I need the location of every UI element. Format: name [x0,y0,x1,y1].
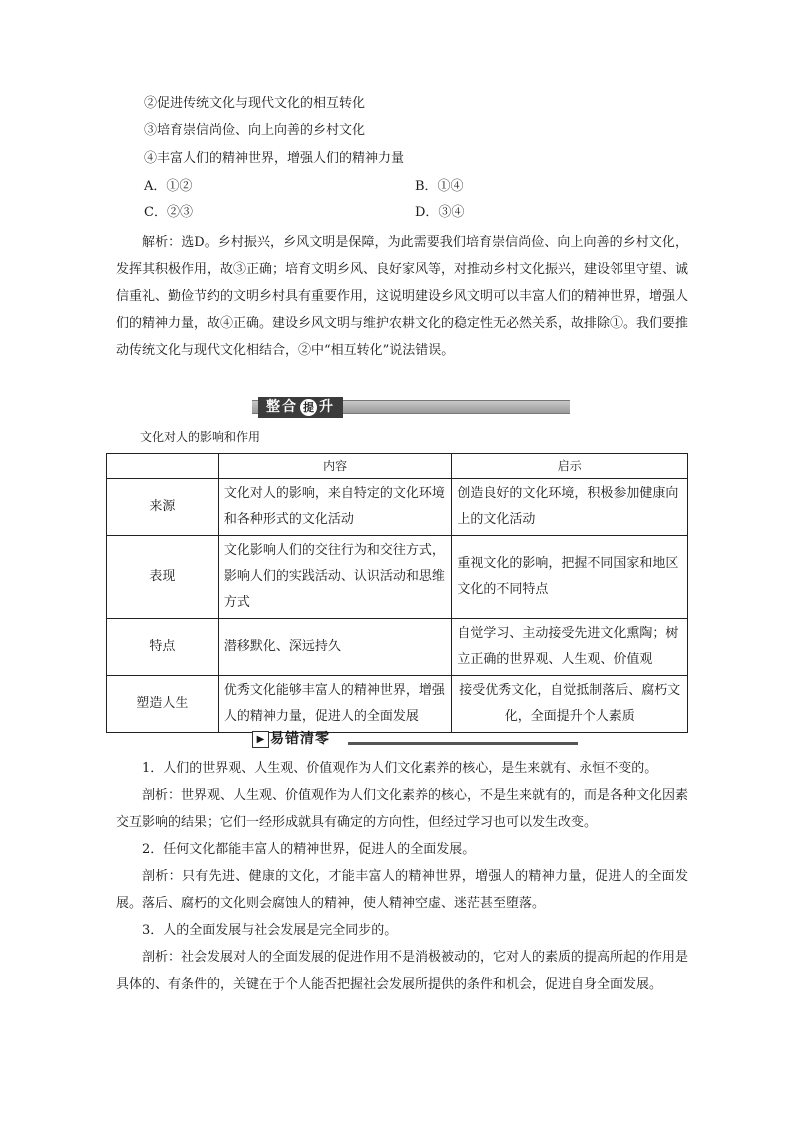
row-insight: 自觉学习、主动接受先进文化熏陶；树立正确的世界观、人生观、价值观 [452,619,688,676]
row-content: 文化对人的影响，来自特定的文化环境和各种形式的文化活动 [218,479,452,536]
error-statement-2: 2．任何文化都能丰富人的精神世界，促进人的全面发展。 [142,842,476,857]
banner-text-part1: 整合 [266,399,298,415]
option-item-3: ③培育崇信尚俭、向上向善的乡村文化 [144,123,366,138]
row-label: 特点 [107,619,219,676]
row-label: 塑造人生 [107,676,219,733]
row-label: 表现 [107,536,219,619]
error-explanation-1: 剖析：世界观、人生观、价值观作为人们文化素养的核心，不是生来就有的，而是各种文化因素交互影响的结果；它们一经形成就具有确定的方向性，但经过学习也可以发生改变。 [116,788,689,830]
choice-a: A．①② [144,179,193,194]
section-banner [252,397,570,418]
table-header-cell: 内容 [218,454,452,479]
error-explanation-3: 剖析：社会发展对人的全面发展的促进作用不是消极被动的，它对人的素质的提高所起的作用是具体的、有条件的，关键在于个人能否把握社会发展所提供的条件和机会，促进自身全面发展。 [116,950,689,992]
row-content: 优秀文化能够丰富人的精神世界，增强人的精神力量，促进人的全面发展 [218,676,452,733]
choice-c: C．②③ [144,205,193,220]
table-title: 文化对人的影响和作用 [140,430,261,444]
choice-b: B．①④ [415,179,464,194]
row-content: 文化影响人们的交往行为和交往方式，影响人们的实践活动、认识活动和思维方式 [218,536,452,619]
analysis-paragraph: 解析：选D。乡村振兴，乡风文明是保障，为此需要我们培育崇信尚俭、向上向善的乡村文化，发挥其积极作用，故③正确；培育文明乡风、良好家风等，对推动乡村文化振兴，建设邻里守望、诚信重礼、勤俭节约的文明乡村具有重要作用，这说明建设乡风文明可以丰富人们的精神世界，增强人们的精神力量，故④正确。建设乡风文明与维护农耕文化的稳定性无必然关系，故排除①。我们要推动传统文化与现代文化相结合，②中“相互转化”说法错误。 [116,235,689,358]
error-statement-3: 3．人的全面发展与社会发展是完全同步的。 [142,923,398,938]
row-insight: 创造良好的文化环境，积极参加健康向上的文化活动 [452,479,688,536]
table-row [107,536,688,619]
row-insight: 接受优秀文化，自觉抵制落后、腐朽文化，全面提升个人素质 [452,676,688,733]
option-item-2: ②促进传统文化与现代文化的相互转化 [144,96,366,111]
banner-label [258,397,343,418]
table-header-row [107,454,688,479]
error-statement-1: 1．人们的世界观、人生观、价值观作为人们文化素养的核心，是生来就有、永恒不变的。 [142,761,658,776]
banner-text-part2: 升 [319,399,335,415]
row-insight: 重视文化的影响，把握不同国家和地区文化的不同特点 [452,536,688,619]
error-explanation-2: 剖析：只有先进、健康的文化，才能丰富人的精神世界，增强人的精神力量，促进人的全面发展。落后、腐朽的文化则会腐蚀人的精神，使人精神空虚、迷茫甚至堕落。 [116,869,688,911]
choice-d: D．③④ [415,205,465,220]
table-row [107,479,688,536]
arrow-box-icon: ▶ [252,731,269,748]
row-label: 来源 [107,479,219,536]
summary-table [106,453,688,733]
row-content: 潜移默化、深远持久 [218,619,452,676]
errors-heading-bar [252,731,578,748]
banner-circle-char: 提 [300,399,317,416]
table-row [107,676,688,733]
heading-rule [348,742,578,745]
errors-heading: 易错清零 [270,731,330,747]
table-row [107,619,688,676]
option-item-4: ④丰富人们的精神世界，增强人们的精神力量 [144,151,405,166]
table-header-cell: 启示 [452,454,688,479]
table-header-cell [107,454,219,479]
